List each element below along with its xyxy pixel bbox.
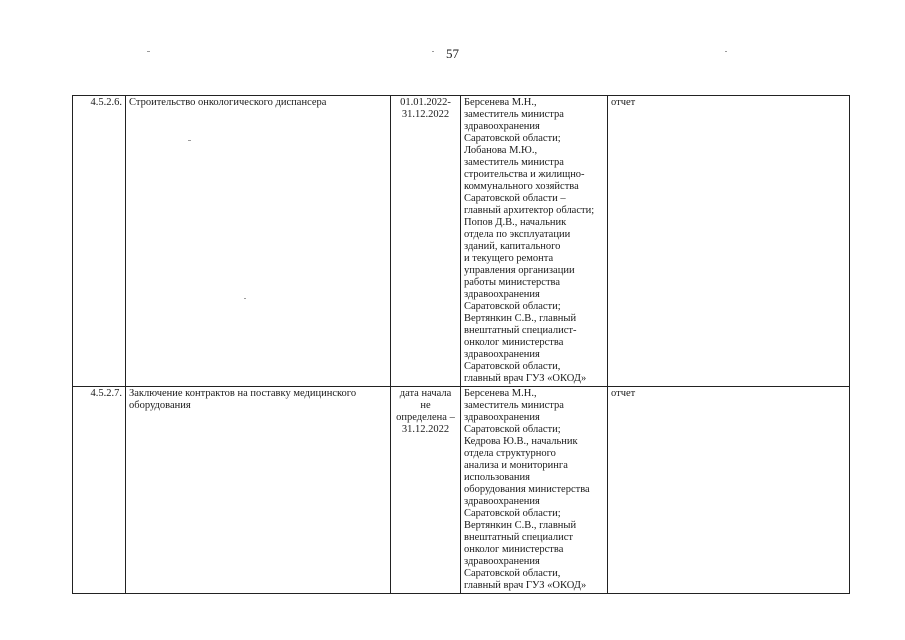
responsible-line: работы министерства: [464, 277, 561, 288]
scan-speck: [725, 51, 727, 52]
responsible-line: заместитель министра: [464, 109, 564, 120]
responsible-line: и текущего ремонта: [464, 253, 554, 264]
report-type: отчет: [608, 96, 850, 387]
responsible-line: Саратовской области;: [464, 508, 561, 519]
responsible-line: оборудования министерства: [464, 484, 590, 495]
responsible-line: Саратовской области;: [464, 301, 561, 312]
responsible-line: Лобанова М.Ю.,: [464, 145, 538, 156]
activity-table: [72, 95, 850, 594]
responsible-line: Саратовской области –: [464, 193, 566, 204]
page-number: 57: [446, 46, 459, 61]
responsible-line: Саратовской области,: [464, 361, 561, 372]
responsible-line: заместитель министра: [464, 157, 564, 168]
responsible-line: заместитель министра: [464, 400, 564, 411]
responsible-line: онколог министерства: [464, 544, 564, 555]
task-description: Строительство онкологического диспансера: [126, 96, 391, 387]
responsible-line: Кедрова Ю.В., начальник: [464, 436, 578, 447]
responsible-line: главный врач ГУЗ «ОКОД»: [464, 373, 587, 384]
responsible-line: Саратовской области;: [464, 133, 561, 144]
responsible-line: отдела структурного: [464, 448, 556, 459]
item-number: 4.5.2.7.: [73, 387, 126, 594]
responsible-line: здравоохранения: [464, 289, 540, 300]
responsible-line: главный врач ГУЗ «ОКОД»: [464, 580, 587, 591]
responsible-line: внештатный специалист-: [464, 325, 577, 336]
date-line: 01.01.2022-: [400, 97, 451, 108]
responsible-persons: [461, 387, 608, 594]
date-line: дата начала: [399, 388, 452, 399]
item-number: 4.5.2.6.: [73, 96, 126, 387]
responsible-line: Вертянкин С.В., главный: [464, 520, 577, 531]
responsible-line: Берсенева М.Н.,: [464, 97, 537, 108]
date-range: [391, 387, 461, 594]
responsible-line: Вертянкин С.В., главный: [464, 313, 577, 324]
responsible-line: Берсенева М.Н.,: [464, 388, 537, 399]
responsible-line: Саратовской области;: [464, 424, 561, 435]
responsible-line: управления организации: [464, 265, 575, 276]
date-line: 31.12.2022: [401, 109, 450, 120]
responsible-line: здравоохранения: [464, 556, 540, 567]
responsible-line: отдела по эксплуатации: [464, 229, 571, 240]
table-row: [73, 387, 850, 594]
responsible-line: зданий, капитального: [464, 241, 561, 252]
date-line: не определена –: [396, 400, 455, 423]
responsible-line: анализа и мониторинга: [464, 460, 568, 471]
report-type: отчет: [608, 387, 850, 594]
scan-speck: [432, 51, 434, 52]
date-line: 31.12.2022: [401, 424, 450, 435]
responsible-line: коммунального хозяйства: [464, 181, 579, 192]
task-description: Заключение контрактов на поставку медицинского оборудования: [126, 387, 391, 594]
scan-speck: [147, 51, 150, 52]
responsible-line: здравоохранения: [464, 496, 540, 507]
responsible-line: строительства и жилищно-: [464, 169, 585, 180]
responsible-line: здравоохранения: [464, 349, 540, 360]
responsible-line: Попов Д.В., начальник: [464, 217, 567, 228]
responsible-line: использования: [464, 472, 530, 483]
date-range: [391, 96, 461, 387]
responsible-line: онколог министерства: [464, 337, 564, 348]
responsible-line: главный архитектор области;: [464, 205, 595, 216]
responsible-line: здравоохранения: [464, 412, 540, 423]
responsible-line: Саратовской области,: [464, 568, 561, 579]
responsible-persons: [461, 96, 608, 387]
responsible-line: здравоохранения: [464, 121, 540, 132]
table-row: [73, 96, 850, 387]
responsible-line: внештатный специалист: [464, 532, 573, 543]
